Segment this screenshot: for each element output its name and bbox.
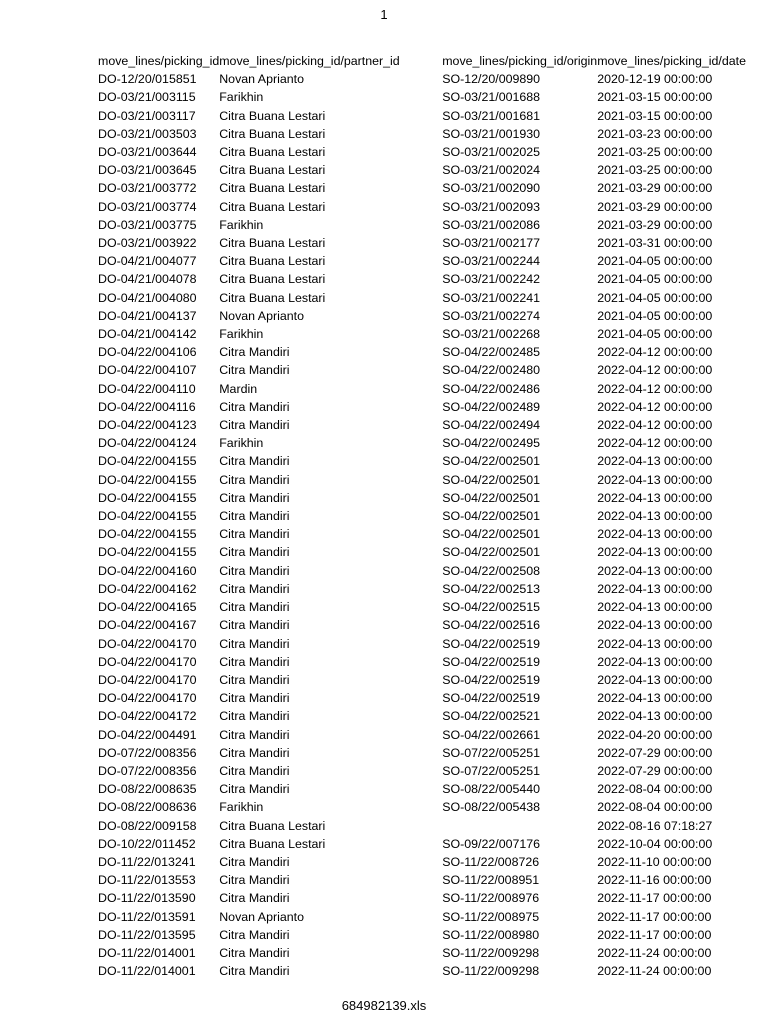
cell-origin: SO-03/21/002086	[442, 217, 541, 232]
file-name-footer: 684982139.xls	[341, 998, 427, 1013]
table-row	[98, 835, 746, 853]
cell-origin: SO-04/22/002519	[442, 636, 541, 651]
cell-date: 2022-04-12 00:00:00	[597, 363, 713, 378]
table-row	[98, 325, 746, 343]
cell-picking-id: DO-03/21/003644	[98, 145, 197, 160]
cell-picking-id: DO-04/22/004155	[98, 454, 197, 469]
table-row	[98, 179, 746, 197]
cell-origin: SO-04/22/002501	[442, 490, 541, 505]
cell-picking-id: DO-04/22/004155	[98, 490, 197, 505]
header-row	[98, 52, 746, 70]
cell-origin: SO-11/22/008951	[442, 873, 540, 888]
cell-origin: SO-03/21/002024	[442, 163, 541, 178]
cell-origin: SO-07/22/005251	[442, 745, 541, 760]
cell-date: 2022-04-13 00:00:00	[597, 618, 713, 633]
cell-date: 2022-11-16 00:00:00	[597, 873, 712, 888]
cell-origin: SO-08/22/005440	[442, 782, 541, 797]
cell-picking-id: DO-04/22/004172	[98, 709, 197, 724]
cell-picking-id: DO-11/22/014001	[98, 945, 196, 960]
cell-picking-id: DO-04/22/004110	[98, 381, 196, 396]
cell-origin: SO-04/22/002661	[442, 727, 541, 742]
cell-partner: Citra Buana Lestari	[219, 163, 326, 178]
cell-origin: SO-04/22/002516	[442, 618, 541, 633]
cell-partner: Citra Mandiri	[219, 345, 290, 360]
cell-partner: Citra Mandiri	[219, 782, 290, 797]
cell-partner: Citra Mandiri	[219, 727, 290, 742]
cell-picking-id: DO-04/22/004116	[98, 399, 196, 414]
cell-origin: SO-11/22/008980	[442, 927, 540, 942]
cell-date: 2022-04-12 00:00:00	[597, 418, 713, 433]
cell-origin: SO-03/21/002241	[442, 290, 541, 305]
table-row	[98, 580, 746, 598]
cell-origin: SO-03/21/002274	[442, 308, 541, 323]
cell-partner: Citra Buana Lestari	[219, 181, 326, 196]
table-row	[98, 507, 746, 525]
table-row	[98, 889, 746, 907]
cell-picking-id: DO-12/20/015851	[98, 72, 197, 87]
cell-picking-id: DO-04/22/004165	[98, 600, 197, 615]
cell-date: 2021-03-31 00:00:00	[597, 236, 713, 251]
table-row	[98, 726, 746, 744]
table-row	[98, 380, 746, 398]
cell-date: 2022-11-24 00:00:00	[597, 964, 712, 979]
cell-origin: SO-04/22/002485	[442, 345, 541, 360]
table-row	[98, 908, 746, 926]
cell-date: 2022-11-17 00:00:00	[597, 927, 712, 942]
cell-origin: SO-04/22/002501	[442, 545, 541, 560]
cell-date: 2022-04-20 00:00:00	[597, 727, 713, 742]
cell-partner: Citra Mandiri	[219, 454, 290, 469]
cell-origin: SO-04/22/002513	[442, 581, 541, 596]
cell-partner: Citra Mandiri	[219, 873, 290, 888]
cell-partner: Citra Mandiri	[219, 618, 290, 633]
cell-partner: Citra Mandiri	[219, 563, 290, 578]
cell-date: 2022-04-13 00:00:00	[597, 600, 713, 615]
cell-partner: Citra Mandiri	[219, 600, 290, 615]
table-row	[98, 143, 746, 161]
table-row	[98, 471, 746, 489]
cell-date: 2022-04-12 00:00:00	[597, 381, 713, 396]
cell-date: 2021-04-05 00:00:00	[597, 308, 713, 323]
cell-date: 2022-08-04 00:00:00	[597, 800, 713, 815]
cell-partner: Citra Buana Lestari	[219, 272, 326, 287]
cell-date: 2021-03-15 00:00:00	[597, 108, 713, 123]
cell-picking-id: DO-03/21/003503	[98, 126, 197, 141]
cell-date: 2021-03-29 00:00:00	[597, 181, 713, 196]
cell-picking-id: DO-03/21/003774	[98, 199, 197, 214]
cell-origin: SO-04/22/002494	[442, 418, 541, 433]
cell-partner: Citra Mandiri	[219, 945, 290, 960]
cell-partner: Citra Mandiri	[219, 636, 290, 651]
cell-origin: SO-04/22/002508	[442, 563, 541, 578]
cell-partner: Citra Mandiri	[219, 418, 290, 433]
cell-date: 2022-08-16 07:18:27	[597, 818, 713, 833]
cell-picking-id: DO-03/21/003645	[98, 163, 197, 178]
cell-partner: Citra Buana Lestari	[219, 290, 326, 305]
cell-picking-id: DO-04/21/004078	[98, 272, 197, 287]
cell-date: 2022-04-13 00:00:00	[597, 691, 713, 706]
cell-origin: SO-04/22/002501	[442, 472, 541, 487]
cell-date: 2022-04-12 00:00:00	[597, 345, 713, 360]
cell-date: 2022-04-12 00:00:00	[597, 436, 713, 451]
cell-origin: SO-11/22/009298	[442, 964, 540, 979]
cell-origin: SO-04/22/002519	[442, 691, 541, 706]
cell-date: 2022-08-04 00:00:00	[597, 782, 713, 797]
cell-date: 2022-11-17 00:00:00	[597, 909, 712, 924]
cell-date: 2021-04-05 00:00:00	[597, 290, 713, 305]
cell-origin	[442, 817, 597, 835]
cell-picking-id: DO-04/22/004106	[98, 345, 197, 360]
cell-origin: SO-03/21/002268	[442, 327, 541, 342]
cell-partner: Citra Mandiri	[219, 763, 290, 778]
cell-picking-id: DO-08/22/008636	[98, 800, 197, 815]
table-row	[98, 489, 746, 507]
cell-picking-id: DO-04/22/004167	[98, 618, 197, 633]
cell-date: 2022-04-13 00:00:00	[597, 672, 713, 687]
cell-picking-id: DO-04/22/004155	[98, 545, 197, 560]
cell-picking-id: DO-04/22/004170	[98, 672, 197, 687]
table-row	[98, 707, 746, 725]
cell-partner: Citra Buana Lestari	[219, 145, 326, 160]
cell-picking-id: DO-04/22/004160	[98, 563, 197, 578]
cell-date: 2021-03-29 00:00:00	[597, 199, 713, 214]
cell-date: 2022-04-13 00:00:00	[597, 654, 713, 669]
cell-date: 2021-04-05 00:00:00	[597, 254, 713, 269]
cell-picking-id: DO-11/22/013553	[98, 873, 196, 888]
cell-date: 2022-04-12 00:00:00	[597, 399, 713, 414]
table-row	[98, 107, 746, 125]
cell-partner: Citra Mandiri	[219, 490, 290, 505]
cell-picking-id: DO-03/21/003775	[98, 217, 197, 232]
cell-picking-id: DO-04/22/004170	[98, 654, 197, 669]
cell-picking-id: DO-03/21/003117	[98, 108, 196, 123]
table-body	[98, 70, 746, 980]
cell-partner: Citra Mandiri	[219, 363, 290, 378]
cell-partner: Citra Mandiri	[219, 709, 290, 724]
cell-origin: SO-04/22/002519	[442, 672, 541, 687]
cell-origin: SO-04/22/002480	[442, 363, 541, 378]
table-row	[98, 817, 746, 835]
cell-date: 2021-04-05 00:00:00	[597, 272, 713, 287]
table-row	[98, 398, 746, 416]
cell-partner: Novan Aprianto	[219, 308, 304, 323]
cell-date: 2022-04-13 00:00:00	[597, 527, 713, 542]
cell-partner: Citra Buana Lestari	[219, 108, 326, 123]
cell-partner: Citra Buana Lestari	[219, 836, 326, 851]
cell-origin: SO-04/22/002501	[442, 509, 541, 524]
cell-picking-id: DO-03/21/003772	[98, 181, 197, 196]
cell-origin: SO-04/22/002495	[442, 436, 541, 451]
cell-partner: Citra Mandiri	[219, 509, 290, 524]
cell-date: 2022-11-24 00:00:00	[597, 945, 712, 960]
table-row	[98, 125, 746, 143]
cell-date: 2022-10-04 00:00:00	[597, 836, 713, 851]
cell-picking-id: DO-10/22/011452	[98, 836, 196, 851]
cell-partner: Citra Buana Lestari	[219, 236, 326, 251]
table-row	[98, 70, 746, 88]
cell-origin: SO-03/21/002177	[442, 236, 541, 251]
cell-partner: Citra Mandiri	[219, 964, 290, 979]
cell-partner: Citra Mandiri	[219, 672, 290, 687]
cell-origin: SO-03/21/002244	[442, 254, 541, 269]
cell-picking-id: DO-04/22/004162	[98, 581, 197, 596]
cell-origin: SO-04/22/002486	[442, 381, 541, 396]
cell-partner: Citra Buana Lestari	[219, 199, 326, 214]
table-row	[98, 234, 746, 252]
page-number: 1	[380, 7, 388, 22]
table-row	[98, 434, 746, 452]
cell-origin: SO-04/22/002501	[442, 454, 541, 469]
table-row	[98, 307, 746, 325]
cell-date: 2022-04-13 00:00:00	[597, 709, 713, 724]
table-row	[98, 853, 746, 871]
cell-origin: SO-04/22/002519	[442, 654, 541, 669]
table-row	[98, 944, 746, 962]
table-row	[98, 780, 746, 798]
cell-picking-id: DO-04/22/004155	[98, 509, 197, 524]
cell-date: 2022-11-17 00:00:00	[597, 891, 712, 906]
table-row	[98, 289, 746, 307]
table-row	[98, 962, 746, 980]
cell-partner: Citra Mandiri	[219, 927, 290, 942]
table-row	[98, 653, 746, 671]
cell-origin: SO-09/22/007176	[442, 836, 541, 851]
cell-origin: SO-11/22/008975	[442, 909, 540, 924]
cell-origin: SO-03/21/001930	[442, 126, 541, 141]
cell-date: 2022-04-13 00:00:00	[597, 636, 713, 651]
cell-date: 2021-03-25 00:00:00	[597, 145, 713, 160]
cell-date: 2022-04-13 00:00:00	[597, 472, 713, 487]
cell-picking-id: DO-04/22/004124	[98, 436, 197, 451]
table-row	[98, 871, 746, 889]
cell-partner: Citra Mandiri	[219, 472, 290, 487]
cell-picking-id: DO-04/22/004491	[98, 727, 197, 742]
table-row	[98, 525, 746, 543]
table-row	[98, 798, 746, 816]
cell-date: 2022-11-10 00:00:00	[597, 854, 712, 869]
table-row	[98, 88, 746, 106]
cell-picking-id: DO-04/22/004155	[98, 527, 197, 542]
cell-picking-id: DO-04/22/004107	[98, 363, 197, 378]
cell-date: 2021-04-05 00:00:00	[597, 327, 713, 342]
cell-picking-id: DO-04/22/004155	[98, 472, 197, 487]
cell-origin: SO-03/21/001681	[442, 108, 541, 123]
cell-picking-id: DO-03/21/003922	[98, 236, 197, 251]
spreadsheet-table	[98, 52, 746, 980]
cell-picking-id: DO-04/22/004170	[98, 636, 197, 651]
cell-picking-id: DO-04/22/004123	[98, 418, 197, 433]
cell-origin: SO-11/22/008726	[442, 854, 540, 869]
cell-picking-id: DO-08/22/008635	[98, 782, 197, 797]
cell-partner: Novan Aprianto	[219, 72, 304, 87]
cell-date: 2022-04-13 00:00:00	[597, 581, 713, 596]
cell-date: 2020-12-19 00:00:00	[597, 72, 713, 87]
cell-partner: Citra Mandiri	[219, 545, 290, 560]
cell-partner: Novan Aprianto	[219, 909, 304, 924]
cell-picking-id: DO-11/22/013241	[98, 854, 196, 869]
table-row	[98, 270, 746, 288]
cell-partner: Citra Mandiri	[219, 399, 290, 414]
cell-picking-id: DO-04/21/004077	[98, 254, 197, 269]
cell-date: 2022-04-13 00:00:00	[597, 490, 713, 505]
cell-partner: Citra Mandiri	[219, 745, 290, 760]
cell-partner: Citra Mandiri	[219, 654, 290, 669]
cell-origin: SO-12/20/009890	[442, 72, 541, 87]
cell-origin: SO-08/22/005438	[442, 800, 541, 815]
cell-picking-id: DO-07/22/008356	[98, 745, 197, 760]
table-row	[98, 361, 746, 379]
cell-origin: SO-04/22/002515	[442, 600, 541, 615]
table-row	[98, 926, 746, 944]
cell-date: 2022-07-29 00:00:00	[597, 763, 713, 778]
table-row	[98, 616, 746, 634]
cell-origin: SO-11/22/009298	[442, 945, 540, 960]
cell-picking-id: DO-11/22/013590	[98, 891, 196, 906]
cell-origin: SO-11/22/008976	[442, 891, 540, 906]
cell-partner: Farikhin	[219, 90, 264, 105]
cell-picking-id: DO-03/21/003115	[98, 90, 196, 105]
cell-partner: Citra Mandiri	[219, 891, 290, 906]
table-row	[98, 216, 746, 234]
table-row	[98, 744, 746, 762]
cell-picking-id: DO-04/21/004080	[98, 290, 197, 305]
column-header-picking-id: move_lines/picking_id	[98, 54, 220, 68]
cell-date: 2022-07-29 00:00:00	[597, 745, 713, 760]
cell-picking-id: DO-04/21/004142	[98, 327, 197, 342]
table-row	[98, 635, 746, 653]
cell-partner: Citra Buana Lestari	[219, 254, 326, 269]
table-row	[98, 689, 746, 707]
cell-partner: Citra Mandiri	[219, 854, 290, 869]
table-row	[98, 161, 746, 179]
cell-partner: Citra Mandiri	[219, 527, 290, 542]
cell-origin: SO-03/21/002090	[442, 181, 541, 196]
cell-picking-id: DO-04/21/004137	[98, 308, 197, 323]
cell-picking-id: DO-04/22/004170	[98, 691, 197, 706]
cell-date: 2021-03-25 00:00:00	[597, 163, 713, 178]
table-row	[98, 452, 746, 470]
cell-origin: SO-03/21/002093	[442, 199, 541, 214]
cell-partner: Farikhin	[219, 217, 264, 232]
cell-date: 2021-03-23 00:00:00	[597, 126, 713, 141]
cell-date: 2022-04-13 00:00:00	[597, 509, 713, 524]
cell-date: 2022-04-13 00:00:00	[597, 563, 713, 578]
cell-origin: SO-04/22/002521	[442, 709, 541, 724]
table-row	[98, 598, 746, 616]
table-row	[98, 343, 746, 361]
cell-date: 2021-03-29 00:00:00	[597, 217, 713, 232]
cell-origin: SO-04/22/002489	[442, 399, 541, 414]
cell-partner: Citra Mandiri	[219, 691, 290, 706]
cell-partner: Farikhin	[219, 327, 264, 342]
table-row	[98, 416, 746, 434]
column-header-date: move_lines/picking_id/date	[597, 54, 746, 68]
cell-partner: Citra Mandiri	[219, 581, 290, 596]
cell-picking-id: DO-08/22/009158	[98, 818, 197, 833]
cell-origin: SO-07/22/005251	[442, 763, 541, 778]
cell-origin: SO-04/22/002501	[442, 527, 541, 542]
cell-partner: Farikhin	[219, 436, 264, 451]
cell-partner: Citra Buana Lestari	[219, 126, 326, 141]
table-row	[98, 562, 746, 580]
column-header-partner-id: move_lines/picking_id/partner_id	[219, 54, 400, 68]
cell-date: 2022-04-13 00:00:00	[597, 454, 713, 469]
cell-picking-id: DO-11/22/013591	[98, 909, 196, 924]
cell-picking-id: DO-11/22/013595	[98, 927, 196, 942]
cell-origin: SO-03/21/001688	[442, 90, 541, 105]
table-row	[98, 762, 746, 780]
cell-picking-id: DO-07/22/008356	[98, 763, 197, 778]
table-row	[98, 252, 746, 270]
cell-partner: Citra Buana Lestari	[219, 818, 326, 833]
cell-partner: Mardin	[219, 381, 258, 396]
cell-origin: SO-03/21/002242	[442, 272, 541, 287]
table-row	[98, 198, 746, 216]
cell-partner: Farikhin	[219, 800, 264, 815]
table-row	[98, 543, 746, 561]
cell-origin: SO-03/21/002025	[442, 145, 541, 160]
cell-picking-id: DO-11/22/014001	[98, 964, 196, 979]
cell-date: 2021-03-15 00:00:00	[597, 90, 713, 105]
table-row	[98, 671, 746, 689]
column-header-origin: move_lines/picking_id/origin	[442, 54, 598, 68]
cell-date: 2022-04-13 00:00:00	[597, 545, 713, 560]
